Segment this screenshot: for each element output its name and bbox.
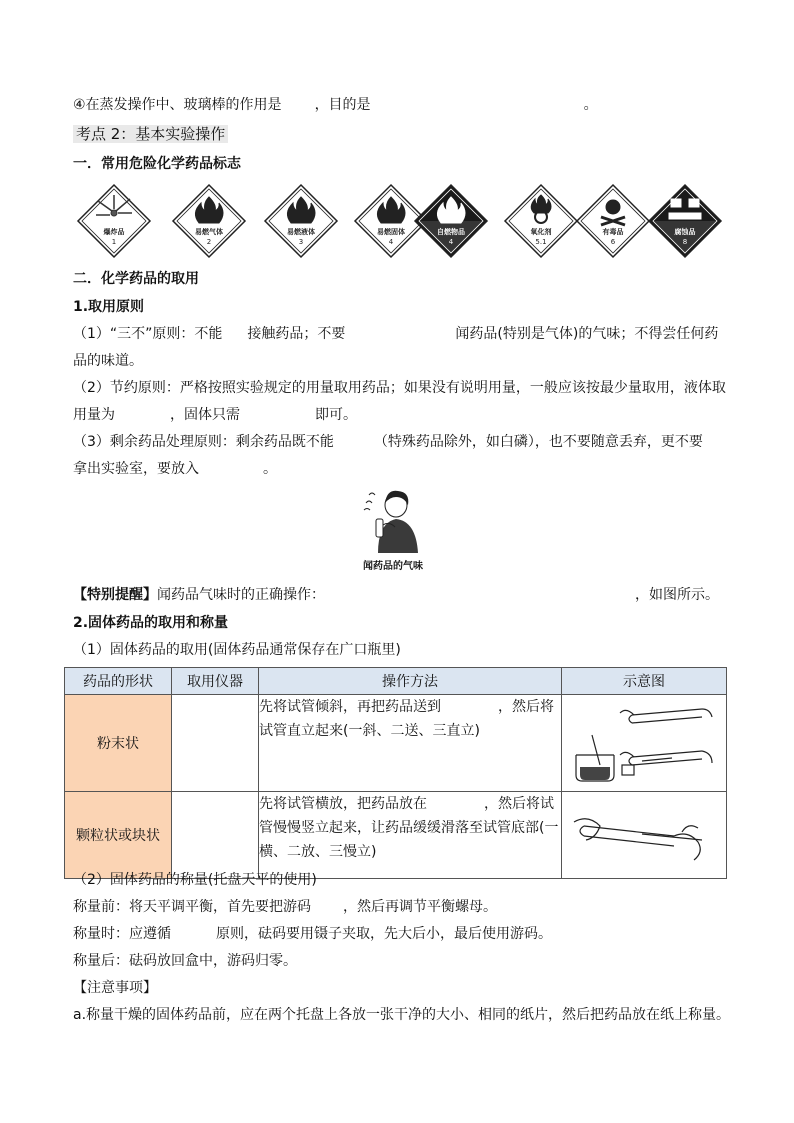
hazard-sign-number: 3	[298, 238, 304, 246]
hazard-sign-number: 8	[682, 238, 688, 246]
hazard-sign-number: 4	[388, 238, 394, 246]
saving-principle: （2）节约原则：严格按照实验规定的用量取用药品；如果没有说明用量，一般应该按最少量取用，液体取	[73, 380, 726, 396]
col-header-diagram: 示意图	[562, 668, 727, 695]
hazard-sign	[575, 183, 651, 259]
hazard-sign-number: 6	[610, 238, 616, 246]
hazard-sign-label: 自燃物品	[437, 228, 465, 236]
shape-cell: 粉末状	[65, 695, 172, 792]
special-tip: 【特别提醒】闻药品气味时的正确操作： ，如图所示。	[73, 587, 719, 603]
weighing-heading: （2）固体药品的称量(托盘天平的使用)	[73, 872, 317, 888]
solid-reagent-taking: （1）固体药品的取用(固体药品通常保存在广口瓶里)	[73, 642, 401, 658]
hazard-sign	[263, 183, 339, 259]
col-header-method: 操作方法	[259, 668, 562, 695]
skull-icon	[575, 183, 651, 259]
section-reagent-taking-heading: 二．化学药品的取用	[73, 271, 199, 287]
col-header-instrument: 取用仪器	[172, 668, 259, 695]
notes-heading: 【注意事项】	[73, 980, 157, 996]
leftover-principle: （3）剩余药品处理原则：剩余药品既不能 （特殊药品除外，如白磷），也不要随意丢弃，更不要	[73, 434, 703, 450]
hazard-sign-label: 氧化剂	[530, 228, 552, 236]
hazard-sign-label: 爆炸品	[103, 228, 125, 236]
flame-over-circle-icon	[503, 183, 579, 259]
hazard-sign	[647, 183, 723, 259]
diagram-cell	[562, 792, 727, 879]
hazard-sign	[503, 183, 579, 259]
shape-cell: 颗粒状或块状	[65, 792, 172, 879]
granule-transfer-diagram-icon	[562, 792, 726, 874]
method-cell: 先将试管横放，把药品放在 ，然后将试管慢慢竖立起来，让药品缓缓滑落至试管底部(一横、二放、三慢立)	[259, 792, 562, 879]
hazard-sign-label: 易燃液体	[287, 228, 315, 236]
table-row	[65, 695, 727, 792]
hazard-sign-number: 2	[206, 238, 212, 246]
explosion-icon	[76, 183, 152, 259]
flame-icon	[413, 183, 489, 259]
three-no-principle: （1）“三不”原则：不能 接触药品；不要 闻药品(特别是气体)的气味；不得尝任何药	[73, 326, 719, 342]
solid-taking-table	[64, 667, 727, 879]
three-no-principle-cont: 品的味道。	[73, 353, 143, 369]
hazard-signs-row	[73, 183, 718, 261]
leftover-principle-cont: 拿出实验室，要放入 。	[73, 461, 277, 477]
powder-transfer-diagram-icon	[562, 695, 726, 787]
hazard-sign-label: 易燃气体	[195, 228, 223, 236]
diagram-cell	[562, 695, 727, 792]
hazard-sign-label: 腐蚀品	[674, 228, 696, 236]
col-header-shape: 药品的形状	[65, 668, 172, 695]
instrument-cell	[172, 695, 259, 792]
smelling-figure	[356, 483, 430, 571]
instrument-cell	[172, 792, 259, 879]
principles-heading: 1.取用原则	[73, 299, 145, 315]
method-cell: 先将试管倾斜，再把药品送到 ，然后将试管直立起来(一斜、二送、三直立)	[259, 695, 562, 792]
table-row	[65, 792, 727, 879]
before-weighing: 称量前：将天平调平衡，首先要把游码 ，然后再调节平衡螺母。	[73, 899, 497, 915]
hazard-sign	[76, 183, 152, 259]
solid-reagent-heading: 2.固体药品的取用和称量	[73, 615, 229, 631]
flame-icon	[263, 183, 339, 259]
evaporation-question: ④在蒸发操作中、玻璃棒的作用是 ，目的是 。	[73, 97, 598, 113]
hazard-sign-label: 有毒品	[602, 228, 624, 236]
figure-caption: 闻药品的气味	[363, 561, 423, 572]
during-weighing: 称量时：应遵循 原则，砝码要用镊子夹取，先大后小，最后使用游码。	[73, 926, 552, 942]
section-hazard-signs-heading: 一．常用危险化学药品标志	[73, 156, 241, 172]
hazard-sign-number: 5.1	[535, 238, 547, 246]
hazard-sign-number: 4	[448, 238, 454, 246]
kaodian-heading: 考点 2：基本实验操作	[73, 124, 228, 144]
hazard-sign-number: 1	[111, 238, 117, 246]
flame-icon	[171, 183, 247, 259]
hazard-sign	[171, 183, 247, 259]
corrosion-icon	[647, 183, 723, 259]
table-header-row	[65, 668, 727, 695]
hazard-sign-label: 易燃固体	[377, 228, 405, 236]
saving-principle-cont: 用量为 ，固体只需 即可。	[73, 407, 357, 423]
note-a: a.称量干燥的固体药品前，应在两个托盘上各放一张干净的大小、相同的纸片，然后把药品放在纸上称量。	[73, 1007, 731, 1023]
hazard-sign	[413, 183, 489, 259]
after-weighing: 称量后：砝码放回盒中，游码归零。	[73, 953, 297, 969]
